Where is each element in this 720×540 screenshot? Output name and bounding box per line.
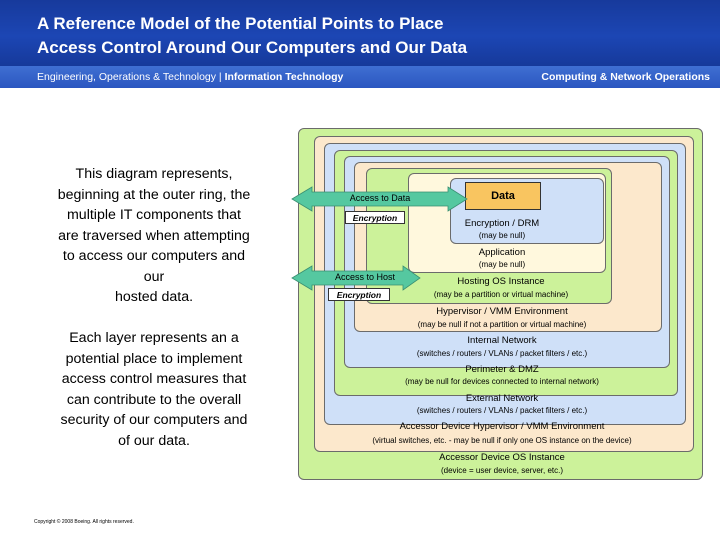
desc-line: potential place to implement [65, 350, 243, 367]
desc-line: can contribute to the overall [66, 391, 242, 408]
desc-line: This diagram represents, [75, 166, 233, 182]
label-encryption-drm: Encryption / DRM [464, 218, 540, 229]
desc-line: our [143, 268, 165, 285]
desc-line: are traversed when attempting [58, 227, 250, 244]
label-application-note: (may be null) [478, 260, 526, 269]
subheader-left-bold: Information Technology [224, 71, 344, 83]
label-application: Application [478, 247, 526, 258]
desc-line: of our data. [118, 432, 190, 449]
desc-line: to access our computers and [62, 248, 246, 264]
label-hosting-os-note: (may be a partition or virtual machine) [433, 290, 569, 299]
desc-line: access control measures that [61, 371, 247, 387]
access-to-host-label: Access to Host [334, 272, 396, 282]
label-hosting-os: Hosting OS Instance [457, 276, 545, 287]
label-external-network: External Network [465, 393, 539, 404]
desc-line: Each layer represents an a [69, 330, 239, 346]
title-line-2: Access Control Around Our Computers and Our Data [37, 38, 468, 57]
desc-line: security of our computers and [60, 412, 248, 428]
encryption-box-host: Encryption [328, 288, 390, 301]
desc-line: hosted data. [114, 289, 194, 305]
access-to-data-label: Access to Data [349, 193, 411, 203]
label-hypervisor: Hypervisor / VMM Environment [436, 306, 568, 317]
label-internal-network: Internal Network [467, 335, 537, 346]
desc-line: multiple IT components that [66, 207, 242, 223]
copyright-note: Copyright © 2008 Boeing. All rights reserved. [34, 519, 134, 525]
subheader-left-prefix: Engineering, Operations & Technology | [37, 71, 225, 83]
data-box: Data [465, 182, 541, 210]
desc-line: beginning at the outer ring, the [57, 186, 251, 203]
label-encryption-drm-note: (may be null) [478, 231, 526, 240]
label-accessor-hypervisor-note: (virtual switches, etc. - may be null if only one OS instance on the device) [372, 436, 632, 445]
label-perimeter-dmz-note: (may be null for devices connected to internal network) [405, 377, 599, 386]
label-perimeter-dmz: Perimeter & DMZ [465, 364, 539, 375]
label-internal-network-note: (switches / routers / VLANs / packet filters / etc.) [416, 349, 588, 358]
label-accessor-hypervisor: Accessor Device Hypervisor / VMM Environment [399, 421, 605, 432]
subheader-right: Computing & Network Operations [541, 71, 710, 83]
label-hypervisor-note: (may be null if not a partition or virtual machine) [417, 320, 587, 329]
title-line-1: A Reference Model of the Potential Points to Place [37, 14, 444, 33]
label-external-network-note: (switches / routers / VLANs / packet filters / etc.) [416, 406, 588, 415]
encryption-box-data: Encryption [345, 211, 405, 224]
label-accessor-os-note: (device = user device, server, etc.) [440, 466, 564, 475]
label-accessor-os: Accessor Device OS Instance [439, 452, 565, 463]
